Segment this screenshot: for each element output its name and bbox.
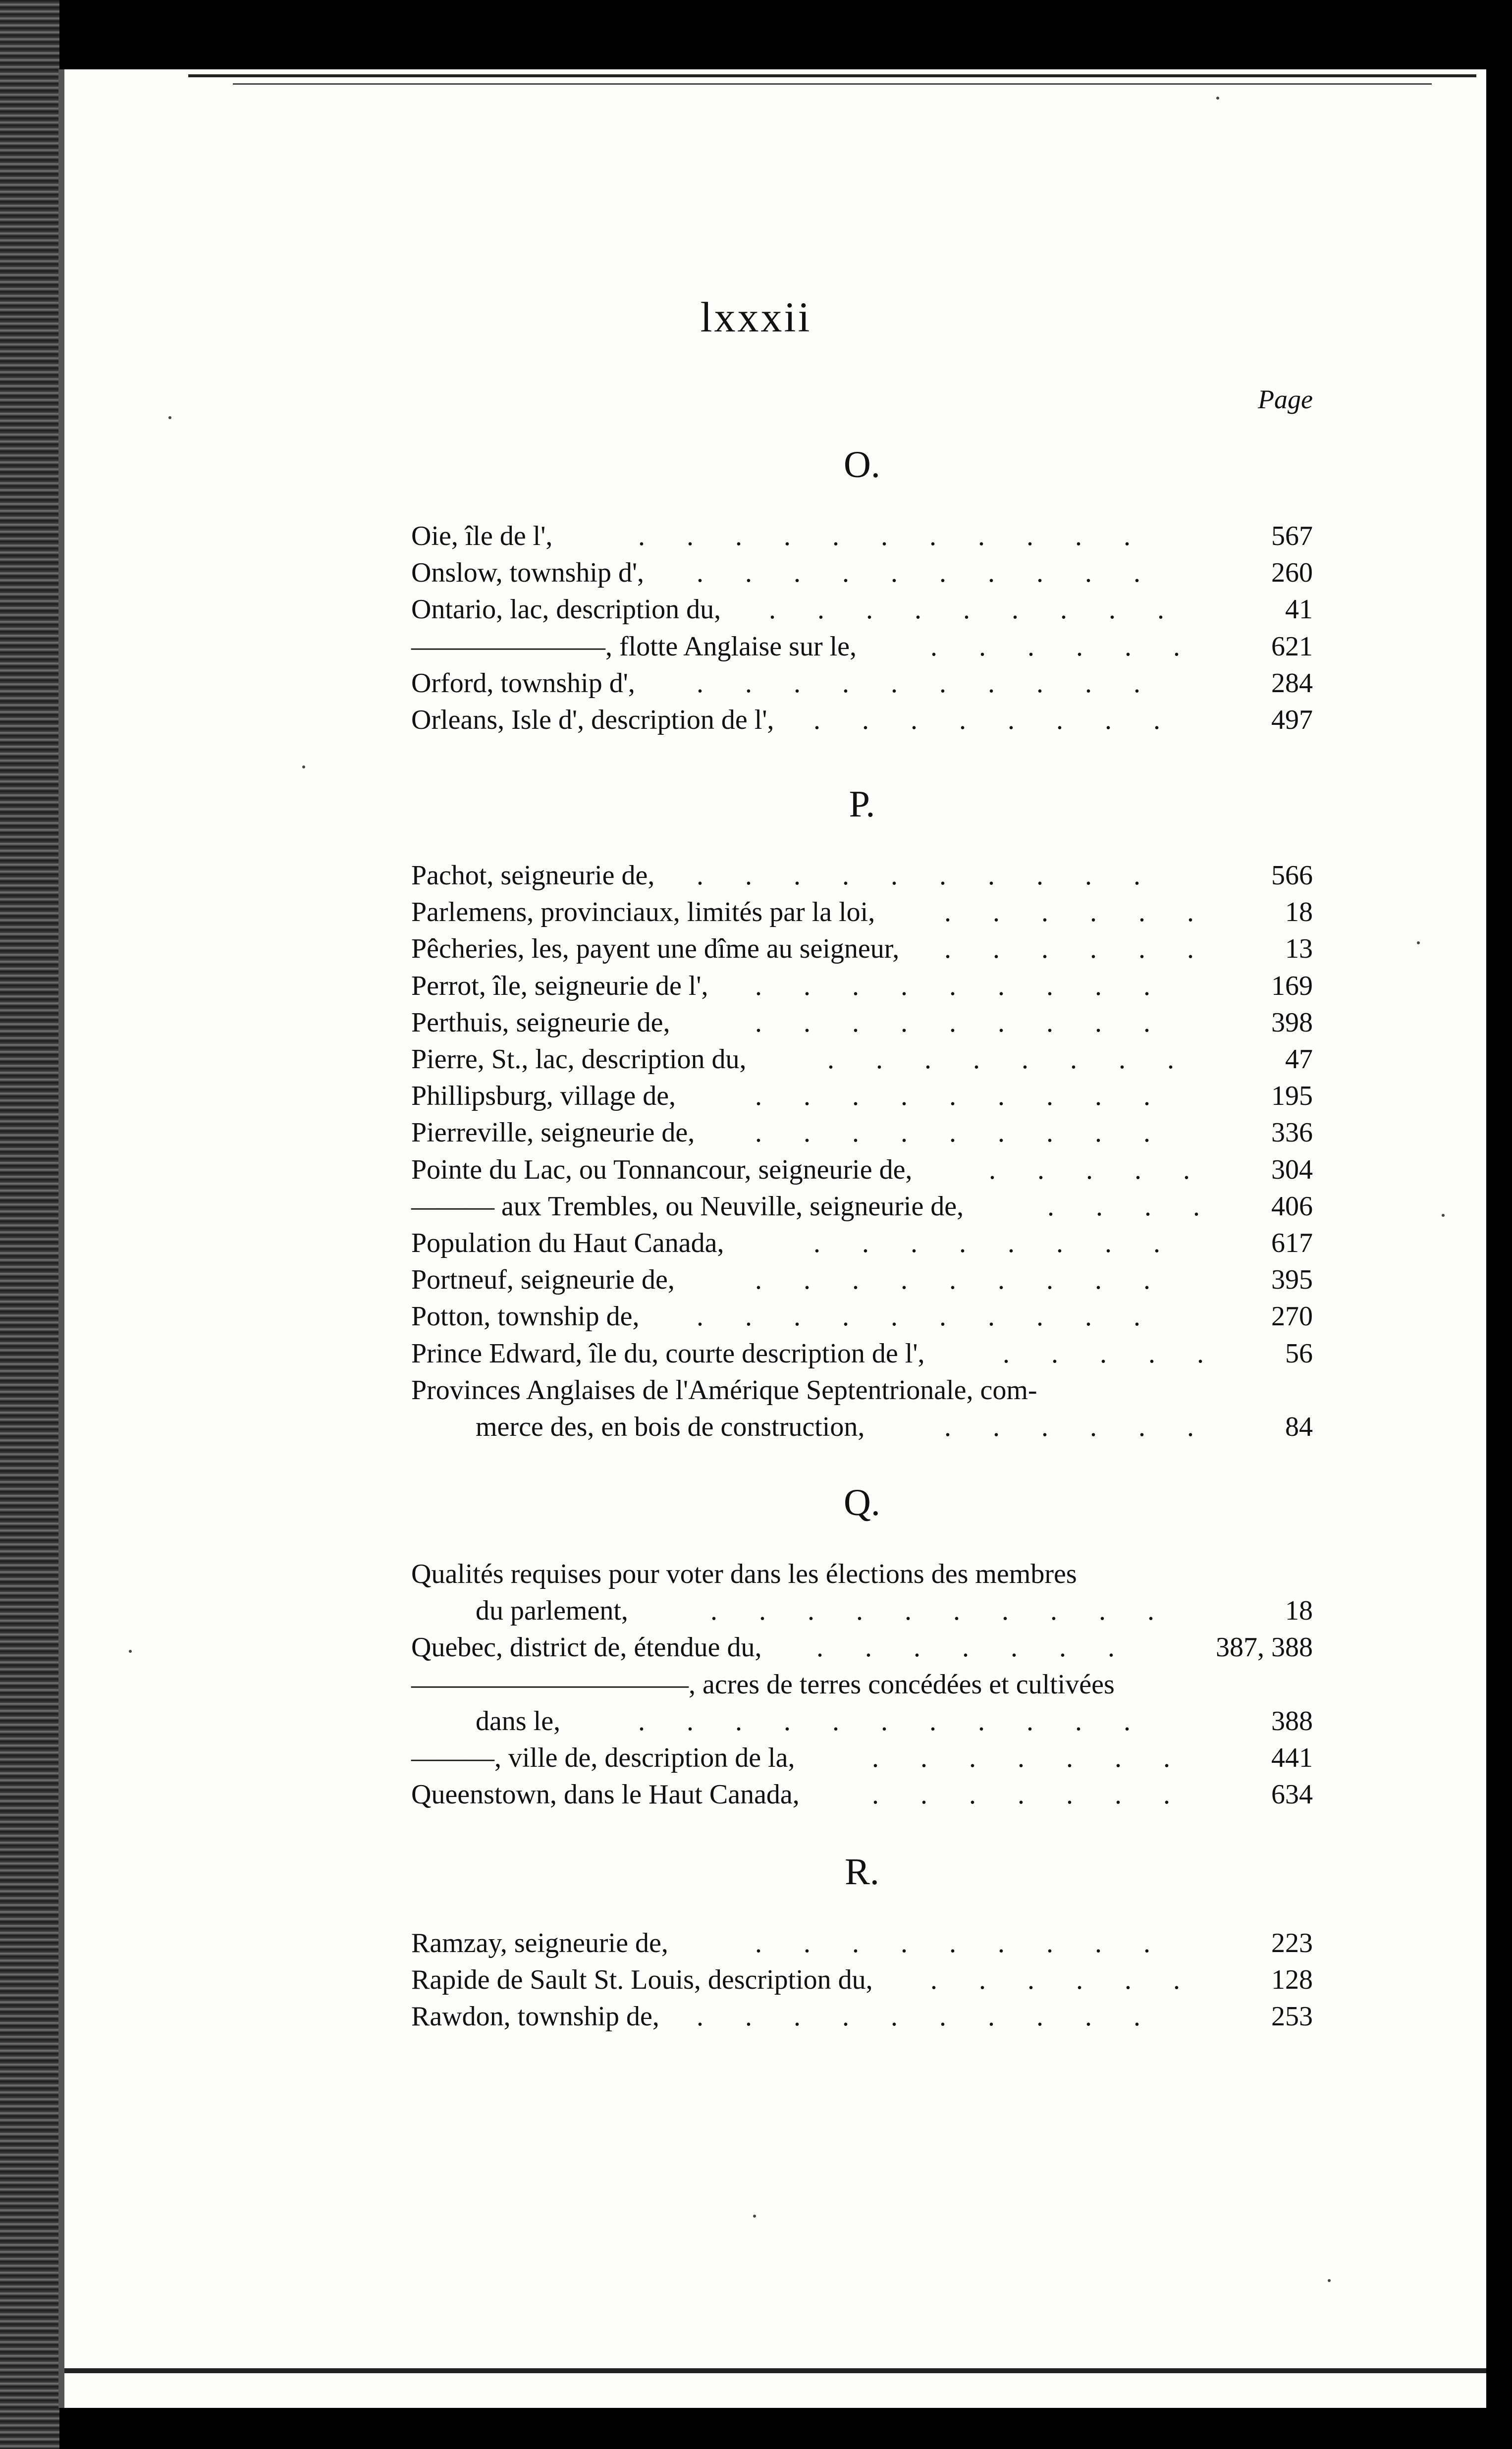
index-entry	[411, 1372, 1313, 1409]
leader-dots: . . . . . . . .	[827, 1044, 1174, 1075]
index-entry-page: 223	[1271, 1928, 1313, 1959]
leader-dots: . . . . . . . . . .	[697, 1301, 1140, 1332]
paper-speck	[1442, 1214, 1445, 1217]
index-entry-label: du parlement,	[476, 1595, 628, 1627]
index-entry-page: 567	[1271, 521, 1313, 551]
index-entry	[411, 628, 1313, 665]
index-entry	[411, 518, 1313, 554]
index-entry-label: Queenstown, dans le Haut Canada,	[411, 1779, 800, 1810]
paper-speck	[302, 765, 305, 768]
index-entry-page: 634	[1271, 1779, 1313, 1810]
index-entry-label: dans le,	[476, 1705, 561, 1737]
index-entry-page: 18	[1285, 897, 1313, 928]
leader-dots: . . . . . . . . . . .	[638, 521, 1131, 551]
index-entry-label: Orford, township d',	[411, 667, 635, 699]
index-entry-label: Pierreville, seigneurie de,	[411, 1117, 695, 1148]
index-entry	[411, 1225, 1313, 1261]
index-entry-page: 128	[1271, 1964, 1313, 1996]
index-entry-page: 13	[1285, 933, 1313, 965]
leader-dots: . . . . . . . .	[813, 1228, 1160, 1258]
book-binding	[0, 0, 59, 2449]
index-entry	[411, 1703, 1313, 1740]
leader-dots: . . . . . . . . . . .	[638, 1705, 1131, 1737]
leader-dots: . . . . . .	[930, 631, 1180, 662]
index-entry	[411, 591, 1313, 628]
index-entry-page: 566	[1271, 860, 1313, 891]
index-entry-page: 41	[1285, 594, 1313, 625]
section-letter: Q.	[844, 1482, 880, 1524]
index-entry-page: 441	[1271, 1742, 1313, 1773]
index-entry-page: 56	[1285, 1338, 1313, 1369]
leader-dots: . . . . . . . . . .	[697, 557, 1140, 589]
paper-speck	[129, 1650, 132, 1653]
index-entry-page: 387, 388	[1216, 1632, 1313, 1663]
leader-dots: . . . . .	[989, 1154, 1190, 1185]
index-entry-label: Population du Haut Canada,	[411, 1228, 724, 1258]
index-entry-label: Pierre, St., lac, description du,	[411, 1044, 747, 1075]
index-entry	[411, 894, 1313, 930]
index-entry	[411, 857, 1313, 894]
index-entry-label: Perthuis, seigneurie de,	[411, 1007, 670, 1038]
section-letter: P.	[849, 783, 875, 825]
index-entry	[411, 930, 1313, 967]
index-entry-label: Perrot, île, seigneurie de l',	[411, 970, 708, 1001]
index-entry	[411, 1776, 1313, 1813]
index-entry-label: Pêcheries, les, payent une dîme au seigneur,	[411, 933, 900, 965]
leader-dots: . . . . . . . . .	[755, 970, 1150, 1001]
index-entry-page: 270	[1271, 1301, 1313, 1332]
index-entry-page: 253	[1271, 2001, 1313, 2032]
index-entry-label: merce des, en bois de construction,	[476, 1412, 865, 1442]
index-entry-label: Onslow, township d',	[411, 557, 645, 589]
leader-dots: . . . . . . . . .	[755, 1264, 1150, 1296]
leader-dots: . . . . . . . . . .	[697, 2001, 1140, 2032]
leader-dots: . . . . . . . . .	[769, 594, 1164, 625]
top-rule-secondary	[233, 83, 1432, 85]
index-entry	[411, 1004, 1313, 1041]
leader-dots: . . . . . . .	[872, 1779, 1170, 1810]
index-entry-page: 497	[1271, 705, 1313, 735]
index-entry-label: ———, ville de, description de la,	[411, 1742, 795, 1773]
leader-dots: . . . . . .	[944, 897, 1194, 928]
paper-speck	[1216, 97, 1219, 100]
index-entry-label: Quebec, district de, étendue du,	[411, 1632, 762, 1663]
index-entry	[411, 1592, 1313, 1629]
bottom-rule	[64, 2368, 1486, 2373]
leader-dots: . . . . .	[1003, 1338, 1204, 1369]
index-entry	[411, 1740, 1313, 1776]
paper-speck	[168, 416, 171, 419]
index-entry	[411, 1925, 1313, 1961]
index-entry-label: Qualités requises pour voter dans les élections des membres	[411, 1559, 1077, 1589]
index-entry	[411, 1261, 1313, 1298]
index-entry	[411, 1078, 1313, 1114]
leader-dots: . . . . . .	[944, 933, 1194, 965]
index-entry-label: Provinces Anglaises de l'Amérique Septentrionale, com-	[411, 1374, 1037, 1406]
index-entry-page: 195	[1271, 1081, 1313, 1112]
index-entry-page: 304	[1271, 1154, 1313, 1185]
top-rule	[188, 74, 1476, 77]
index-entry-page: 388	[1271, 1705, 1313, 1737]
leader-dots: . . . . . . . . . .	[697, 860, 1140, 891]
leader-dots: . . . . . . . .	[813, 705, 1160, 735]
leader-dots: . . . . . . . . .	[755, 1117, 1150, 1148]
index-entry-label: Rapide de Sault St. Louis, description du,	[411, 1964, 873, 1996]
index-entry-page: 395	[1271, 1264, 1313, 1296]
index-entry	[411, 1961, 1313, 1998]
index-entry-label: Prince Edward, île du, courte description de l',	[411, 1338, 925, 1369]
index-entry-page: 260	[1271, 557, 1313, 589]
leader-dots: . . . . . . . . . .	[710, 1595, 1154, 1627]
index-entry	[411, 1629, 1313, 1666]
leader-dots: . . . . . . . . .	[755, 1007, 1150, 1038]
leader-dots: . . . . . . . . . .	[697, 667, 1140, 699]
page-column-label: Page	[1258, 384, 1313, 414]
index-entry-label: Portneuf, seigneurie de,	[411, 1264, 675, 1296]
index-entry-page: 169	[1271, 970, 1313, 1001]
index-entry-label: Ramzay, seigneurie de,	[411, 1928, 668, 1959]
index-entry-label: Pointe du Lac, ou Tonnancour, seigneurie de,	[411, 1154, 913, 1185]
index-entry-page: 617	[1271, 1228, 1313, 1258]
index-entry-page: 398	[1271, 1007, 1313, 1038]
index-entry-label: Potton, township de,	[411, 1301, 640, 1332]
index-entry	[411, 1409, 1313, 1445]
leader-dots: . . . . . . . . .	[755, 1081, 1150, 1112]
paper-speck	[1328, 2279, 1331, 2282]
index-entry-label: Pachot, seigneurie de,	[411, 860, 655, 891]
page-number: lxxxii	[700, 293, 812, 341]
index-entry	[411, 1188, 1313, 1225]
index-entry	[411, 1666, 1313, 1703]
index-entry	[411, 1335, 1313, 1372]
leader-dots: . . . .	[1047, 1191, 1200, 1222]
index-entry-label: Ontario, lac, description du,	[411, 594, 721, 625]
index-entry	[411, 554, 1313, 591]
index-entry	[411, 968, 1313, 1004]
index-entry-page: 18	[1285, 1595, 1313, 1627]
leader-dots: . . . . . .	[944, 1412, 1194, 1442]
index-entry	[411, 1151, 1313, 1188]
index-entry-label: Rawdon, township de,	[411, 2001, 659, 2032]
index-entry	[411, 1556, 1313, 1592]
paper-speck	[1417, 941, 1420, 944]
leader-dots: . . . . . . .	[872, 1742, 1170, 1773]
index-entry-label: ——————————, acres de terres concédées et cultivées	[411, 1669, 1115, 1700]
index-entry	[411, 1298, 1313, 1335]
leader-dots: . . . . . .	[930, 1964, 1180, 1996]
index-entry-page: 336	[1271, 1117, 1313, 1148]
leader-dots: . . . . . . . . .	[755, 1928, 1150, 1959]
leader-dots: . . . . . . .	[816, 1632, 1115, 1663]
index-entry-label: Parlemens, provinciaux, limités par la loi,	[411, 897, 875, 928]
index-entry	[411, 1114, 1313, 1151]
index-entry	[411, 1041, 1313, 1078]
index-entry-page: 406	[1271, 1191, 1313, 1222]
index-entry-label: Phillipsburg, village de,	[411, 1081, 676, 1112]
section-letter: O.	[844, 444, 880, 486]
page-gutter-shadow	[58, 69, 64, 2408]
index-entry	[411, 1998, 1313, 2035]
index-entry	[411, 665, 1313, 702]
section-letter: R.	[845, 1851, 879, 1893]
index-entry-label: Orleans, Isle d', description de l',	[411, 705, 774, 735]
index-entry-page: 284	[1271, 667, 1313, 699]
index-entry-page: 84	[1285, 1412, 1313, 1442]
paper-speck	[753, 2215, 756, 2218]
index-entry-label: ——— aux Trembles, ou Neuville, seigneurie de,	[411, 1191, 964, 1222]
index-entry-page: 47	[1285, 1044, 1313, 1075]
index-entry-page: 621	[1271, 631, 1313, 662]
index-entry-label: Oie, île de l',	[411, 521, 553, 551]
index-entry	[411, 702, 1313, 738]
index-entry-label: ———————, flotte Anglaise sur le,	[411, 631, 857, 662]
